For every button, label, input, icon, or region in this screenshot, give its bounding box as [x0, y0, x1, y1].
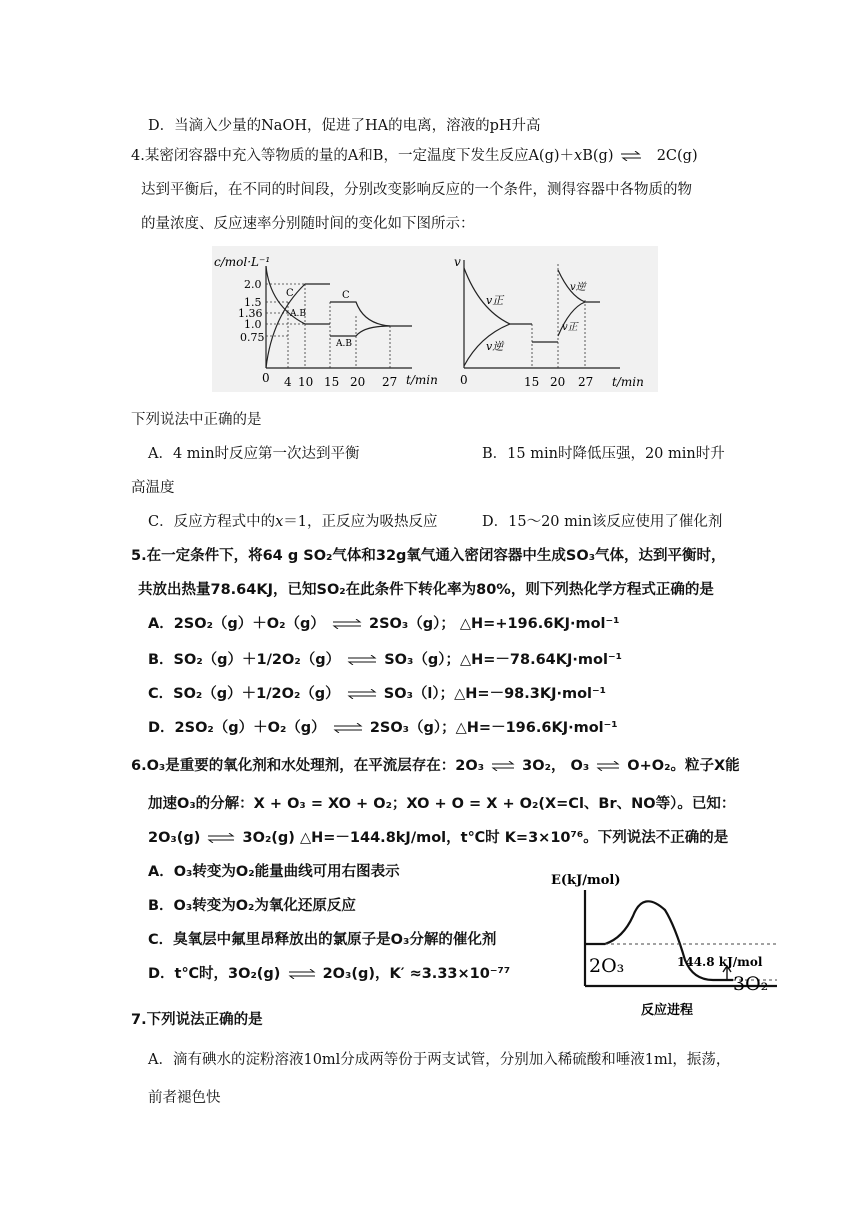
conc-curve-c2: [330, 302, 412, 326]
q4-stem-x: x: [574, 148, 583, 164]
conc-ytick: 1.5: [244, 296, 262, 309]
q4-stem-part2: B(g): [582, 148, 614, 164]
q4-option-c-x: x: [275, 514, 284, 530]
q6-stem3-part1: 2O₃(g): [148, 830, 201, 846]
q7-stem: 7.下列说法正确的是: [131, 1012, 263, 1028]
rate-xtick: 15: [524, 375, 540, 389]
conc-curve-ab2: [330, 326, 390, 336]
q6-option-d-part1: D．t℃时，3O₂(g): [148, 966, 281, 982]
rate-ylabel: v: [454, 255, 461, 269]
q5-option-c: [148, 684, 606, 704]
conc-xtick: 10: [298, 375, 314, 389]
q4-stem-line3: 的量浓度、反应速率分别随时间的变化如下图所示：: [141, 216, 475, 232]
conc-ytick: 2.0: [244, 278, 262, 291]
q6-stem-part3: O+O₂。粒子X能: [627, 758, 740, 774]
q5-option-a-left: A．2SO₂（g）＋O₂（g）: [148, 616, 325, 632]
q3-option-d: D．当滴入少量的NaOH，促进了HA的电离，溶液的pH升高: [148, 118, 541, 134]
q6-stem-line3: [148, 828, 728, 848]
q5-option-b-right: SO₃（g）；△H=－78.64KJ·mol⁻¹: [384, 652, 622, 668]
conc-label-c: C: [286, 288, 294, 299]
q6-stem-part2: 3O₂， O₃: [522, 758, 590, 774]
conc-ytick: 0.75: [240, 331, 265, 344]
q5-option-c-right: SO₃（l）；△H=－98.3KJ·mol⁻¹: [383, 686, 607, 702]
conc-ylabel: c/mol·L⁻¹: [214, 255, 271, 269]
conc-label-c2: C: [342, 290, 350, 301]
q5-stem-line2: 共放出热量78.64KJ，已知SO₂在此条件下转化率为80%，则下列热化学方程式正确的是: [138, 582, 714, 598]
q4-option-d: D．15～20 min该反应使用了催化剂: [482, 514, 723, 530]
equilibrium-arrow-icon: [288, 969, 316, 979]
rate-label-vr: v逆: [486, 340, 504, 353]
conc-ytick: 1.36: [238, 307, 263, 320]
conc-label-ab2: A.B: [336, 339, 352, 349]
q6-option-c: C．臭氧层中氟里昂释放出的氯原子是O₃分解的催化剂: [148, 932, 497, 948]
energy-diagram: [545, 868, 795, 1018]
q6-stem3-part2: 3O₂(g) △H=－144.8kJ/mol，t℃时 K=3×10⁷⁶。下列说法不正确的是: [242, 830, 729, 846]
conc-label-ab: A.B: [290, 309, 306, 319]
q5-stem-line1: 5.在一定条件下，将64 g SO₂气体和32g氧气通入密闭容器中生成SO₃气体，达到平衡时，: [131, 548, 726, 564]
rate-xunit: t/min: [612, 375, 644, 389]
equilibrium-arrow-icon: [332, 619, 362, 629]
q4-option-a: A．4 min时反应第一次达到平衡: [148, 446, 360, 462]
q4-option-c-part2: ＝1，正反应为吸热反应: [283, 514, 438, 530]
q5-option-a-right: 2SO₃（g）； △H=+196.6KJ·mol⁻¹: [369, 616, 620, 632]
q4-prompt: 下列说法中正确的是: [131, 412, 262, 428]
rate-label-vf2: v正: [562, 322, 578, 333]
equilibrium-arrow-icon: [333, 723, 363, 733]
q6-option-a: A．O₃转变为O₂能量曲线可用右图表示: [148, 864, 400, 880]
q4-option-b: B．15 min时降低压强，20 min时升: [482, 446, 725, 462]
q7-option-a-cont: 前者褪色快: [148, 1090, 221, 1106]
q5-option-d-left: D．2SO₂（g）＋O₂（g）: [148, 720, 326, 736]
equilibrium-arrow-icon: [207, 833, 235, 843]
rate-xtick: 0: [460, 373, 468, 387]
q6-option-d: [148, 964, 510, 984]
rate-time-chart: [450, 246, 658, 392]
q4-stem-line2: 达到平衡后，在不同的时间段，分别改变影响反应的一个条件，测得容器中各物质的物: [141, 182, 692, 198]
conc-xtick: 15: [324, 375, 340, 389]
rate-guide-lines: [532, 264, 585, 368]
equilibrium-arrow-icon: [491, 761, 515, 771]
q7-option-a: A．滴有碘水的淀粉溶液10ml分成两等份于两支试管，分别加入稀硫酸和唾液1ml，振荡，: [148, 1052, 731, 1068]
rate-xtick: 20: [550, 375, 566, 389]
conc-xtick: 20: [350, 375, 366, 389]
conc-ytick: 1.0: [244, 318, 262, 331]
conc-xtick: 4: [284, 375, 292, 389]
q6-stem-line1: [131, 756, 740, 776]
q5-option-b-left: B．SO₂（g）＋1/2O₂（g）: [148, 652, 341, 668]
energy-label-product: 3O₂: [733, 973, 769, 995]
equilibrium-arrow-icon: [347, 655, 377, 665]
equilibrium-arrow-icon: [620, 151, 642, 161]
energy-xlabel: 反应进程: [641, 1003, 694, 1018]
q5-option-d: [148, 718, 618, 738]
q4-option-c: [148, 512, 438, 532]
q5-option-a: [148, 614, 620, 634]
equilibrium-arrow-icon: [347, 689, 377, 699]
q4-stem-line1: [131, 146, 698, 166]
q5-option-b: [148, 650, 622, 670]
q5-option-d-right: 2SO₃（g）；△H=－196.6KJ·mol⁻¹: [369, 720, 618, 736]
q4-option-b-cont: 高温度: [131, 480, 175, 496]
q4-stem-part3: 2C(g): [656, 148, 698, 164]
rate-label-vr2: v逆: [570, 282, 586, 293]
conc-xtick: 27: [382, 375, 398, 389]
equilibrium-arrow-icon: [596, 761, 620, 771]
q4-stem-part1: 4.某密闭容器中充入等物质的量的A和B，一定温度下发生反应A(g)＋: [131, 148, 575, 164]
conc-guide-lines: [266, 284, 390, 368]
q6-option-d-part2: 2O₃(g)，K′ ≈3.33×10⁻⁷⁷: [322, 966, 511, 982]
q5-option-c-left: C．SO₂（g）＋1/2O₂（g）: [148, 686, 340, 702]
q4-option-c-part1: C．反应方程式中的: [148, 514, 276, 530]
q6-stem-part1: 6.O₃是重要的氧化剂和水处理剂，在平流层存在：2O₃: [131, 758, 485, 774]
rate-xtick: 27: [578, 375, 594, 389]
energy-label-dh: 144.8 kJ/mol: [677, 955, 763, 969]
rate-label-vf: v正: [486, 294, 504, 307]
conc-xtick: 0: [262, 371, 270, 385]
q6-option-b: B．O₃转变为O₂为氧化还原反应: [148, 898, 356, 914]
q6-stem-line2: 加速O₃的分解：X + O₃ = XO + O₂；XO + O = X + O₂(X=Cl、Br、NO等）。已知：: [148, 796, 736, 812]
conc-xunit: t/min: [406, 373, 438, 387]
energy-label-reactant: 2O₃: [589, 955, 625, 977]
concentration-time-chart: [212, 246, 442, 392]
energy-ylabel: E(kJ/mol): [551, 873, 621, 888]
